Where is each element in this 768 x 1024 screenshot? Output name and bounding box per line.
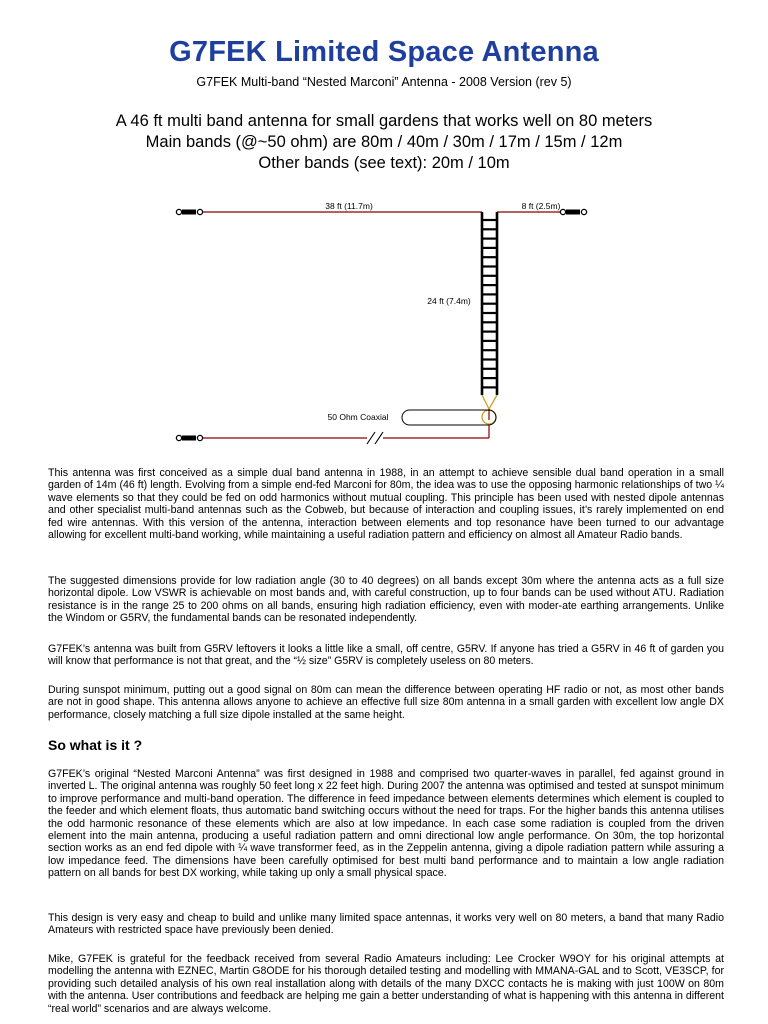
paragraph-history: G7FEK’s original “Nested Marconi Antenna” was first designed in 1988 and comprised two quarter-waves in parallel, fed against ground in inverted L. The original antenna was roughly 50 feet long x 22 feet high. During 2007 the antenna was optimised and tested at sunspot minimum to improve performance and multi-band operation. The difference in feed impedance between elements determines which element is coupled to the feeder and which element floats, thus automatic band switching occurs without the need for traps. For the higher bands this antenna utilises the odd harmonic resonance of these elements which are also at low impedance. In each case some radiation is coupled from the driven element into the main antenna, producing a useful radiation pattern and omni directional low angle performance. On 30m, the top horizontal section works as an end fed dipole with ¼ wave transformer feed, as in the Zeppelin antenna, giving a dipole radiation pattern while assuring a low impedance feed. The dimensions have been carefully optimised for best multi band performance and to maintain a low angle radiation pattern on all bands for best DX working, while taking up only a small physical space. <box>48 768 724 880</box>
paragraph-g5rv: G7FEK’s antenna was built from G5RV leftovers it looks a little like a small, off centre, G5RV. If anyone has tried a G5RV in 46 ft of garden you will know that performance is not that great, and the “½ size” G5RV is completely useless on 80 meters. <box>48 643 724 668</box>
left-insulator-icon <box>176 209 202 214</box>
coax-label: 50 Ohm Coaxial <box>327 412 389 422</box>
paragraph-dimensions: The suggested dimensions provide for low radiation angle (30 to 40 degrees) on all bands except 30m where the antenna acts as a full size horizontal dipole. Low VSWR is achievable on most bands and, with careful construction, up to four bands can be used without ATU. Radiation resistance is in the range 25 to 200 ohms on all bands, ensuring high radiation efficiency, even with moder-ate earthing arrangements. Unlike the Windom or G5RV, the fundamental bands can be resonated independently. <box>48 575 724 625</box>
section-heading: So what is it ? <box>48 737 143 753</box>
ladder-length-label: 24 ft (7.4m) <box>427 296 471 306</box>
ground-wire <box>203 425 489 438</box>
headline-line-3: Other bands (see text): 20m / 10m <box>258 154 510 172</box>
break-mark-icon <box>367 432 383 444</box>
antenna-diagram <box>0 190 768 460</box>
page-title: G7FEK Limited Space Antenna <box>169 36 599 68</box>
page-subtitle: G7FEK Multi-band “Nested Marconi” Antenna - 2008 Version (rev 5) <box>196 75 572 89</box>
right-wire-label: 8 ft (2.5m) <box>521 201 561 211</box>
right-insulator-icon <box>560 209 586 214</box>
paragraph-sunspot: During sunspot minimum, putting out a good signal on 80m can mean the difference between operating HF radio or not, as most other bands are not in good shape. This antenna allows anyone to achieve an effective full size 80m antenna in a small garden with excellent low angle DX performance, closely matching a full size dipole installed at the same height. <box>48 684 724 721</box>
paragraph-design: This design is very easy and cheap to build and unlike many limited space antennas, it works very well on 80 meters, a band that many Radio Amateurs with restricted space have previously been denied. <box>48 912 724 937</box>
left-wire-label: 38 ft (11.7m) <box>325 201 373 211</box>
headline-line-2: Main bands (@~50 ohm) are 80m / 40m / 30m / 17m / 15m / 12m <box>145 133 623 151</box>
ground-insulator-icon <box>176 435 202 440</box>
paragraph-intro: This antenna was first conceived as a simple dual band antenna in 1988, in an attempt to achieve sensible dual band operation in a small garden of 14m (46 ft) length. Evolving from a simple end-fed Marconi for 80m, the idea was to use the opposing harmonic relationships of two ¼ wave elements so that they could be fed on odd harmonics without mutual coupling. This principle has been used with nested dipole antennas and other specialist multi-band antennas such as the Cobweb, but because of interaction and coupling issues, it’s rarely implemented on end fed wire antennas. With this version of the antenna, interaction between elements and top resonance have been turned to our advantage allowing for excellent multi-band working, while maintaining a useful radiation pattern and efficiency on almost all Amateur Radio bands. <box>48 467 724 542</box>
paragraph-thanks: Mike, G7FEK is grateful for the feedback received from several Radio Amateurs including: Lee Crocker W9OY for his original attempts at modelling the antenna with EZNEC, Martin G8ODE for his thorough detailed testing and modelling with MMANA-GAL and to Scott, VE3SCP, for providing such detailed analysis of his own real installation along with details of the many DXCC contacts he is making with just 100W on 80m with the antenna. User contributions and feedback are helping me gain a better understanding of what is happening with this antenna in different “real world” scenarios and are always welcome. <box>48 953 724 1015</box>
headline-line-1: A 46 ft multi band antenna for small gardens that works well on 80 meters <box>115 112 653 130</box>
ladder-line <box>482 212 497 395</box>
